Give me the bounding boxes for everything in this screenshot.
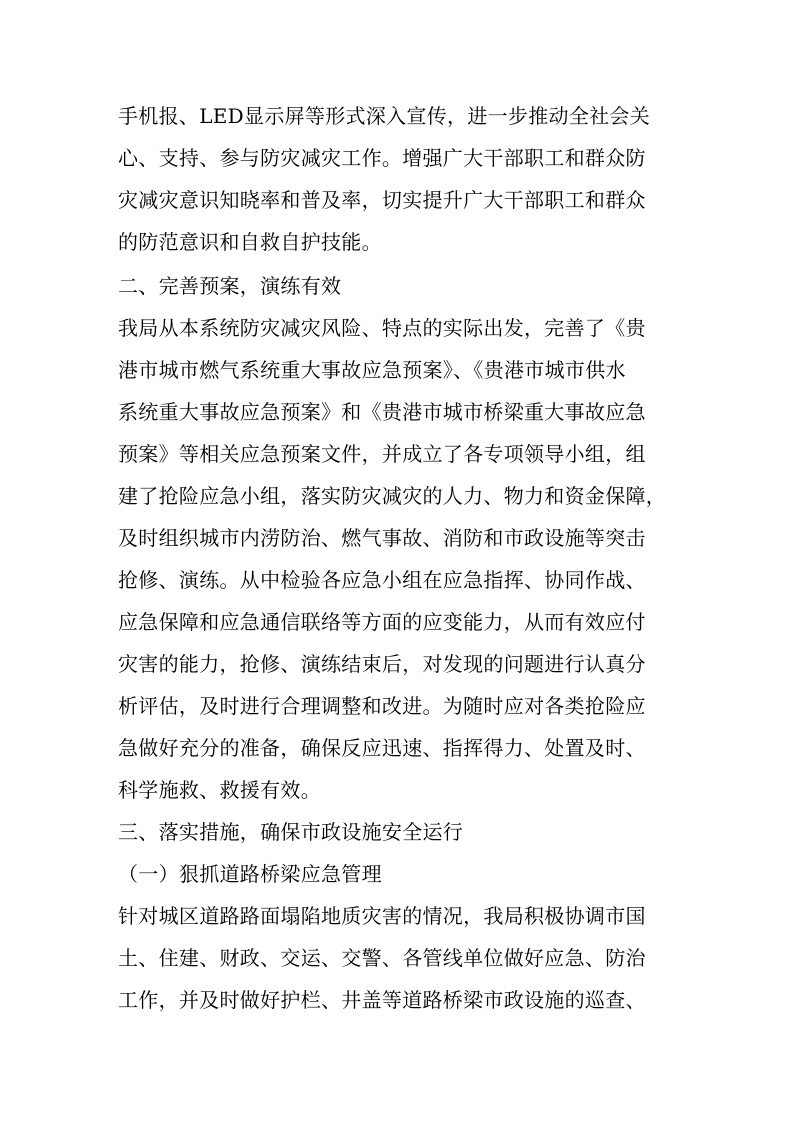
text-line-7: 港市城市燃气系统重大事故应急预案》、《贵港市城市供水: [118, 358, 626, 382]
text-line-3: 灾减灾意识知晓率和普及率，切实提升广大干部职工和群众: [118, 188, 646, 212]
text-line-8: 系统重大事故应急预案》和《贵港市城市桥梁重大事故应急: [118, 400, 646, 424]
subsection-heading-1: （一）狠抓道路桥梁应急管理: [118, 862, 382, 886]
text-line-2: 心、支持、参与防灾减灾工作。增强广大干部职工和群众防: [118, 146, 646, 170]
text-line-12: 抢修、演练。从中检验各应急小组在应急指挥、协同作战、: [118, 568, 646, 592]
text-line-13: 应急保障和应急通信联络等方面的应变能力，从而有效应付: [118, 610, 646, 634]
section-heading-3: 三、落实措施，确保市政设施安全运行: [118, 820, 464, 844]
text-line-6: 我局从本系统防灾减灾风险、特点的实际出发，完善了《贵: [118, 316, 646, 340]
text-line-9: 预案》等相关应急预案文件，并成立了各专项领导小组，组: [118, 442, 646, 466]
text-line-4: 的防范意识和自救自护技能。: [118, 230, 382, 254]
section-heading-2: 二、完善预案，演练有效: [118, 274, 342, 298]
text-line-17: 科学施救、救援有效。: [118, 778, 321, 802]
text-line-1: 手机报、LED显示屏等形式深入宣传，进一步推动全社会关: [118, 104, 651, 128]
text-line-22: 工作，并及时做好护栏、井盖等道路桥梁市政设施的巡查、: [118, 988, 646, 1012]
text-line-21: 土、住建、财政、交运、交警、各管线单位做好应急、防治: [118, 946, 646, 970]
text-line-15: 析评估，及时进行合理调整和改进。为随时应对各类抢险应: [118, 694, 646, 718]
text-line-20: 针对城区道路路面塌陷地质灾害的情况，我局积极协调市国: [118, 904, 646, 928]
text-line-10: 建了抢险应急小组，落实防灾减灾的人力、物力和资金保障，: [118, 484, 667, 508]
text-line-11: 及时组织城市内涝防治、燃气事故、消防和市政设施等突击: [118, 526, 646, 550]
text-line-16: 急做好充分的准备，确保反应迅速、指挥得力、处置及时、: [118, 736, 646, 760]
text-line-14: 灾害的能力，抢修、演练结束后，对发现的问题进行认真分: [118, 652, 646, 676]
